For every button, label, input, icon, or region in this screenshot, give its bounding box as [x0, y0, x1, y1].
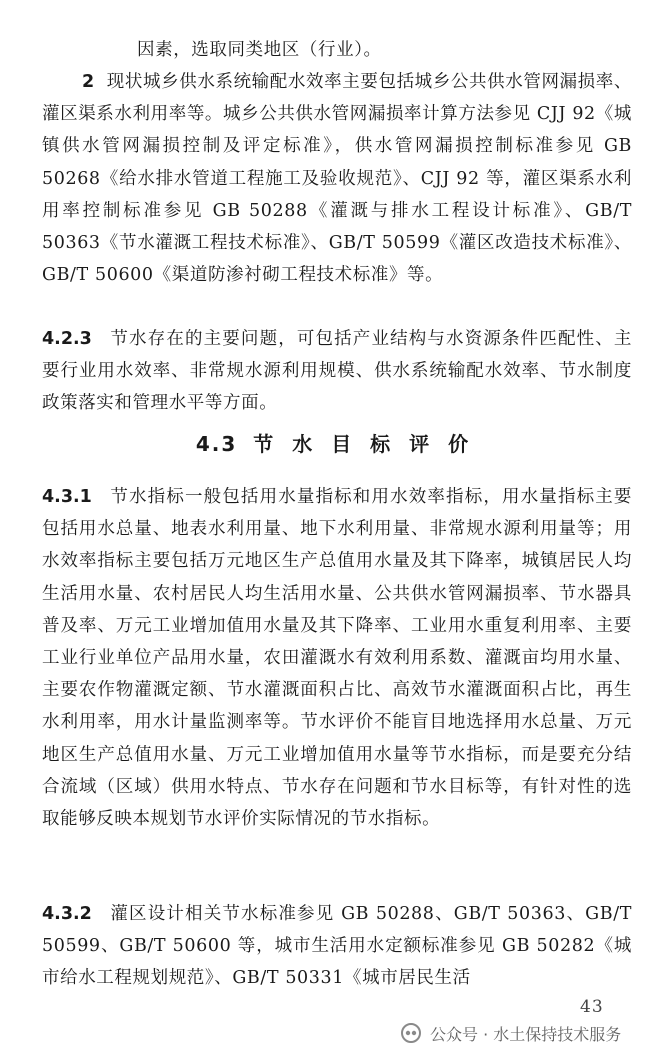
clause-4-2-3	[42, 323, 632, 420]
clause-4-3-1	[42, 481, 632, 835]
clause-number: 4.3.2	[42, 904, 92, 924]
paragraph-continuation	[42, 34, 632, 66]
section-title: 节 水 目 标 评 价	[253, 432, 475, 456]
clause-text: 灌区设计相关节水标准参见 GB 50288、GB/T 50363、GB/T 50599、GB/T 50600 等，城市生活用水定额标准参见 GB 50282《城市给水工程规划规范》、GB/T 50331《城市居民生活	[42, 904, 632, 989]
paragraph-text: 因素，选取同类地区（行业）。	[137, 40, 382, 60]
watermark-text: 公众号 · 水土保持技术服务	[430, 1024, 622, 1044]
paragraph-text: 现状城乡供水系统输配水效率主要包括城乡公共供水管网漏损率、灌区渠系水利用率等。城乡公共供水管网漏损率计算方法参见 CJJ 92《城镇供水管网漏损控制及评定标准》，供水管网漏损控制标准参见 GB 50268《给水排水管道工程施工及验收规范》、CJJ 92 等，灌区渠系水利用率控制标准参见 GB 50288《灌溉与排水工程设计标准》、GB/T 50363《节水灌溉工程技术标准》、GB/T 50599《灌区改造技术标准》、GB/T 50600《渠道防渗衬砌工程技术标准》等。	[42, 72, 632, 286]
section-number: 4.3	[195, 432, 238, 456]
page-number: 43	[580, 997, 604, 1017]
watermark	[400, 1019, 621, 1047]
clause-text: 节水指标一般包括用水量指标和用水效率指标，用水量指标主要包括用水总量、地表水利用量、地下水利用量、非常规水源利用量等；用水效率指标主要包括万元地区生产总值用水量及其下降率，城镇居民人均生活用水量、农村居民人均生活用水量、公共供水管网漏损率、节水器具普及率、万元工业增加值用水量及其下降率、工业用水重复利用率、主要工业行业单位产品用水量，农田灌溉水有效利用系数、灌溉亩均用水量、主要农作物灌溉定额、节水灌溉面积占比、高效节水灌溉面积占比，再生水利用率，用水计量监测率等。节水评价不能盲目地选择用水总量、万元地区生产总值用水量、万元工业增加值用水量等节水指标，而是要充分结合流域（区域）供用水特点、节水存在问题和节水目标等，有针对性的选取能够反映本规划节水评价实际情况的节水指标。	[42, 487, 632, 830]
wechat-official-account-icon	[400, 1022, 422, 1044]
clause-4-3-2	[42, 898, 632, 995]
clause-number: 4.2.3	[42, 329, 92, 349]
list-item-2	[42, 66, 632, 291]
clause-text: 节水存在的主要问题，可包括产业结构与水资源条件匹配性、主要行业用水效率、非常规水源利用规模、供水系统输配水效率、节水制度政策落实和管理水平等方面。	[42, 329, 632, 414]
list-item-number: 2	[82, 72, 95, 92]
clause-number: 4.3.1	[42, 487, 92, 507]
section-heading	[0, 428, 670, 457]
